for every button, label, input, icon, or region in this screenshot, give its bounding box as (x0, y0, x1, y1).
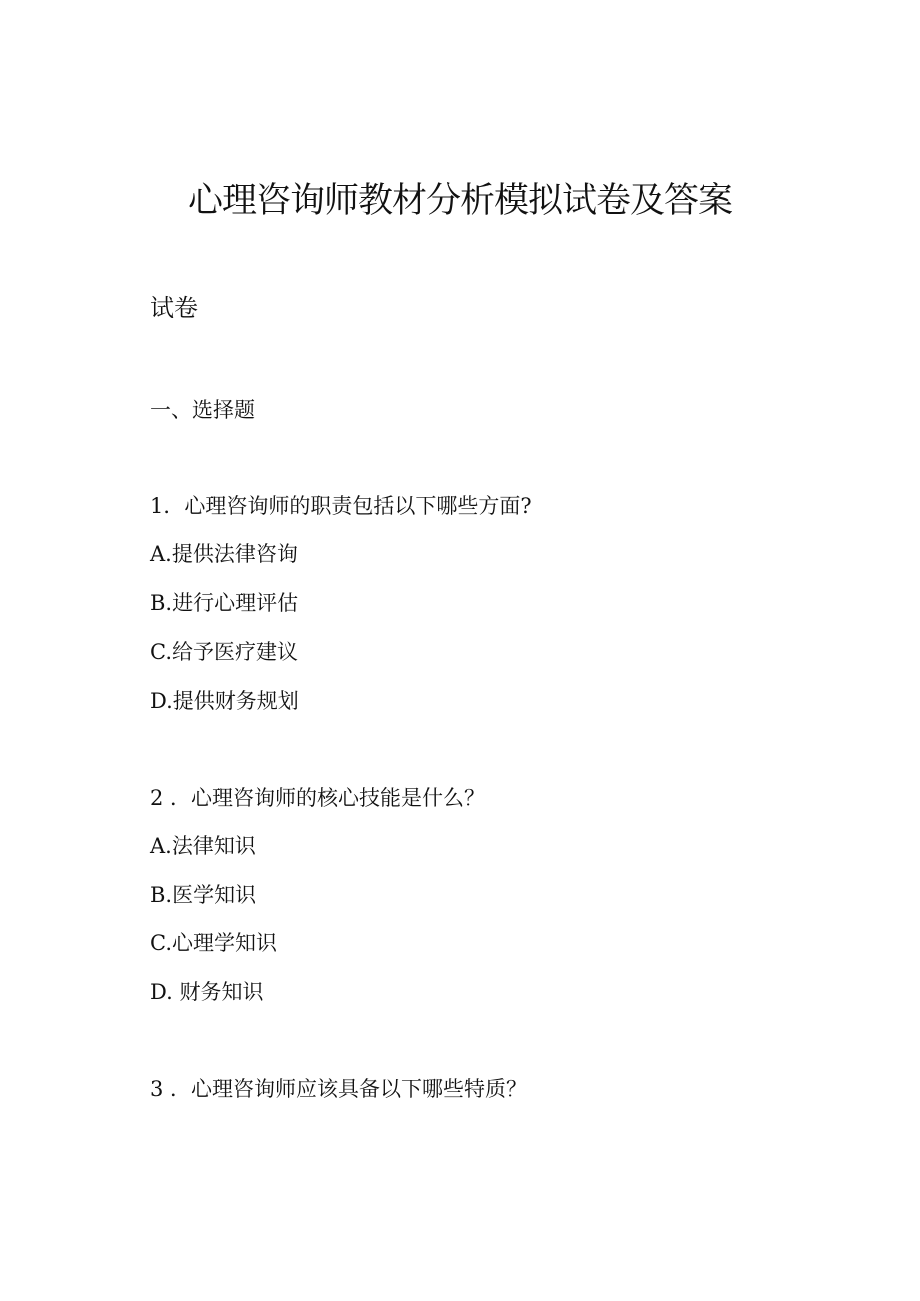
part-heading: 一、选择题 (150, 398, 255, 422)
question-2-option-a: A.法律知识 (150, 834, 256, 858)
question-2-stem: 2 ．心理咨询师的核心技能是什么？ (150, 786, 486, 810)
question-2-option-b: B.医学知识 (150, 883, 257, 907)
question-1-option-c: C.给予医疗建议 (150, 640, 298, 664)
question-1-option-b: B.进行心理评估 (150, 591, 299, 615)
question-1-option-a: A.提供法律咨询 (150, 542, 298, 566)
question-1-stem: 1．心理咨询师的职责包括以下哪些方面? (150, 494, 532, 518)
question-2-option-c: C.心理学知识 (150, 931, 277, 955)
question-1-option-d: D.提供财务规划 (150, 689, 299, 713)
document-title: 心理咨询师教材分析模拟试卷及答案 (187, 181, 732, 221)
question-2-option-d: D. 财务知识 (150, 980, 264, 1004)
question-3-stem: 3 ．心理咨询师应该具备以下哪些特质？ (150, 1077, 528, 1101)
section-title: 试卷 (150, 294, 198, 322)
